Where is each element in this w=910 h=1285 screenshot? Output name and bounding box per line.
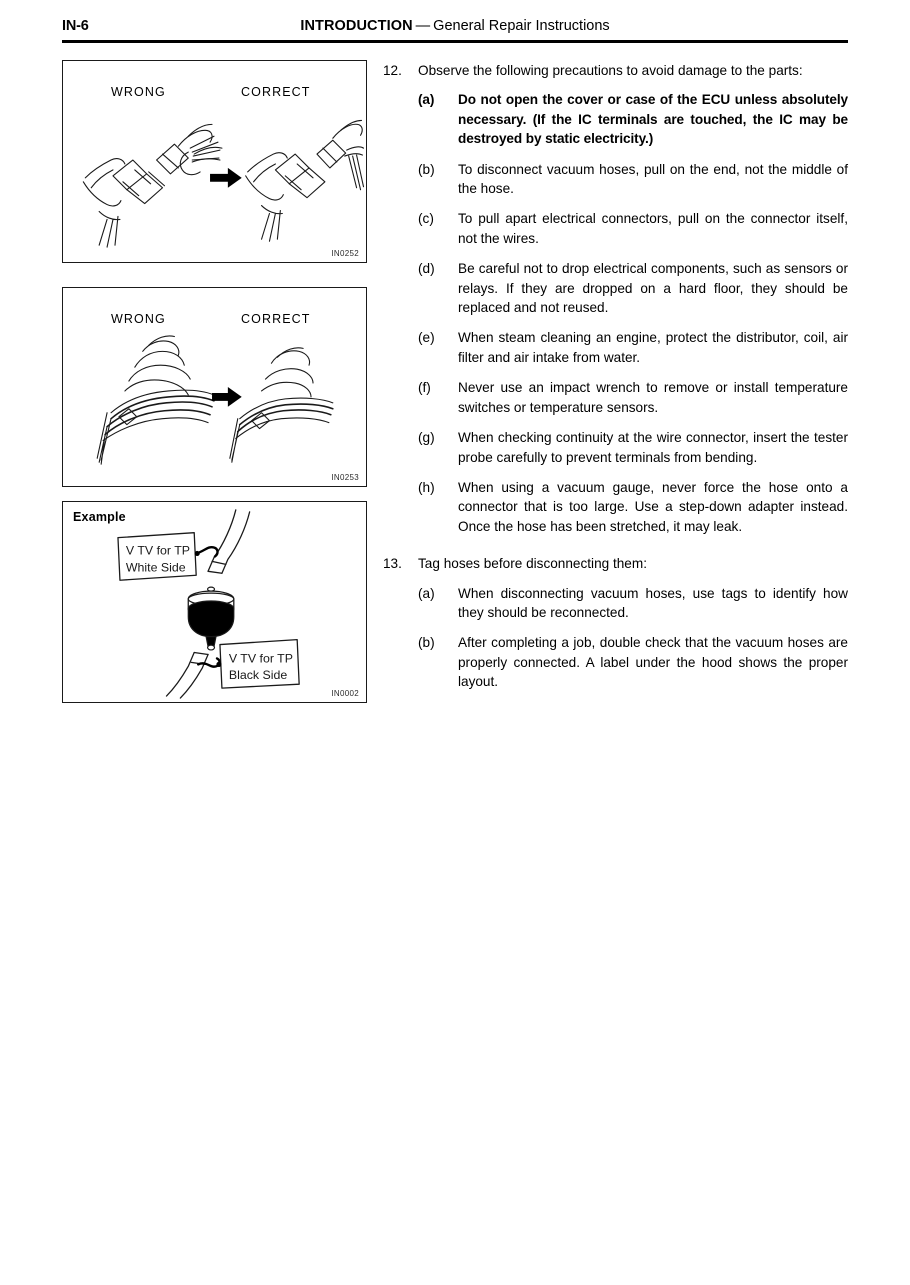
tag-white-line2: White Side [125, 560, 186, 575]
subitem-12-d [383, 259, 848, 317]
tag-black-line2: Black Side [228, 668, 288, 683]
subitem-text: To disconnect vacuum hoses, pull on the end, not the middle of the hose. [458, 161, 848, 197]
subitem-text: To pull apart electrical connectors, pull on the connector itself, not the wires. [458, 211, 848, 246]
arrow-right-icon [210, 168, 242, 188]
header-title-sub: General Repair Instructions [433, 18, 610, 34]
figure-label-wrong: WRONG [111, 85, 166, 99]
subitem-12-b [383, 160, 848, 199]
subitem-text: Never use an impact wrench to remove or install temperature switches or temperature sensors. [458, 380, 848, 415]
subitem-marker: (h) [418, 479, 435, 495]
arrow-right-icon [212, 387, 242, 407]
instruction-number: 13. [383, 556, 402, 572]
header-title [62, 17, 848, 35]
vtv-tag-example-figure [62, 501, 367, 703]
instruction-text: Tag hoses before disconnecting them: [418, 556, 647, 572]
tag-black-line1: V TV for TP [228, 651, 293, 666]
header-title-dash: — [415, 18, 431, 34]
instructions-list [383, 61, 848, 703]
subitem-marker: (b) [418, 161, 435, 177]
subitem-12-h [383, 478, 848, 536]
hose-pull-illustration [63, 288, 366, 486]
subitem-text: After completing a job, double check that the vacuum hoses are properly connected. A label under the hood shows the proper layout. [458, 635, 848, 690]
instruction-12-subitems [383, 90, 848, 536]
subitem-text: When checking continuity at the wire connector, insert the tester probe carefully to prevent terminals from bending. [458, 430, 848, 465]
instruction-text: Observe the following precautions to avoid damage to the parts: [418, 63, 803, 78]
page-header [62, 16, 848, 40]
header-divider-rule [62, 40, 848, 43]
figure-id-label: IN0253 [331, 473, 359, 482]
instruction-item-12 [383, 61, 848, 536]
subitem-marker: (g) [418, 430, 435, 446]
hose-pull-figure [62, 287, 367, 487]
subitem-marker: (d) [418, 261, 435, 277]
subitem-13-b [383, 633, 848, 691]
figure-example-title: Example [73, 510, 126, 524]
instruction-13-subitems [383, 584, 848, 692]
connector-pull-figure [62, 60, 367, 263]
instruction-item-13 [383, 554, 848, 691]
figure-label-correct: CORRECT [241, 85, 311, 99]
figure-id-label: IN0002 [331, 689, 359, 698]
subitem-12-g [383, 428, 848, 467]
connector-pull-illustration [63, 61, 366, 262]
vtv-tag-illustration [63, 502, 366, 702]
tag-white-side [118, 533, 218, 581]
subitem-text: Be careful not to drop electrical components, such as sensors or relays. If they are dropped on a hard floor, they should be replaced and not reused. [458, 261, 848, 316]
tag-white-line1: V TV for TP [125, 543, 190, 558]
subitem-13-a [383, 584, 848, 623]
subitem-12-c [383, 209, 848, 248]
page-number: IN-6 [62, 18, 89, 34]
subitem-text: Do not open the cover or case of the ECU unless absolutely necessary. (If the IC terminals are touched, the IC may be destroyed by static electricity.) [458, 92, 848, 147]
subitem-text: When using a vacuum gauge, never force the hose onto a connector that is too large. Use a step-down adapter instead. Once the hose has been stretched, it may leak. [458, 479, 848, 534]
vtv-valve [188, 587, 234, 650]
subitem-marker: (a) [418, 92, 435, 108]
subitem-12-f [383, 378, 848, 417]
header-title-main: INTRODUCTION [300, 18, 413, 34]
subitem-marker: (f) [418, 380, 431, 396]
figure-id-label: IN0252 [331, 249, 359, 258]
figure-label-wrong: WRONG [111, 312, 166, 326]
subitem-12-e [383, 328, 848, 367]
instruction-number: 12. [383, 63, 402, 78]
subitem-12-a [383, 90, 848, 148]
subitem-marker: (b) [418, 635, 435, 651]
subitem-text: When steam cleaning an engine, protect the distributor, coil, air filter and air intake from water. [458, 330, 848, 365]
subitem-text: When disconnecting vacuum hoses, use tags to identify how they should be reconnected. [458, 585, 848, 620]
subitem-marker: (e) [418, 330, 435, 346]
subitem-marker: (c) [418, 211, 434, 227]
subitem-marker: (a) [418, 585, 435, 601]
figure-label-correct: CORRECT [241, 312, 311, 326]
